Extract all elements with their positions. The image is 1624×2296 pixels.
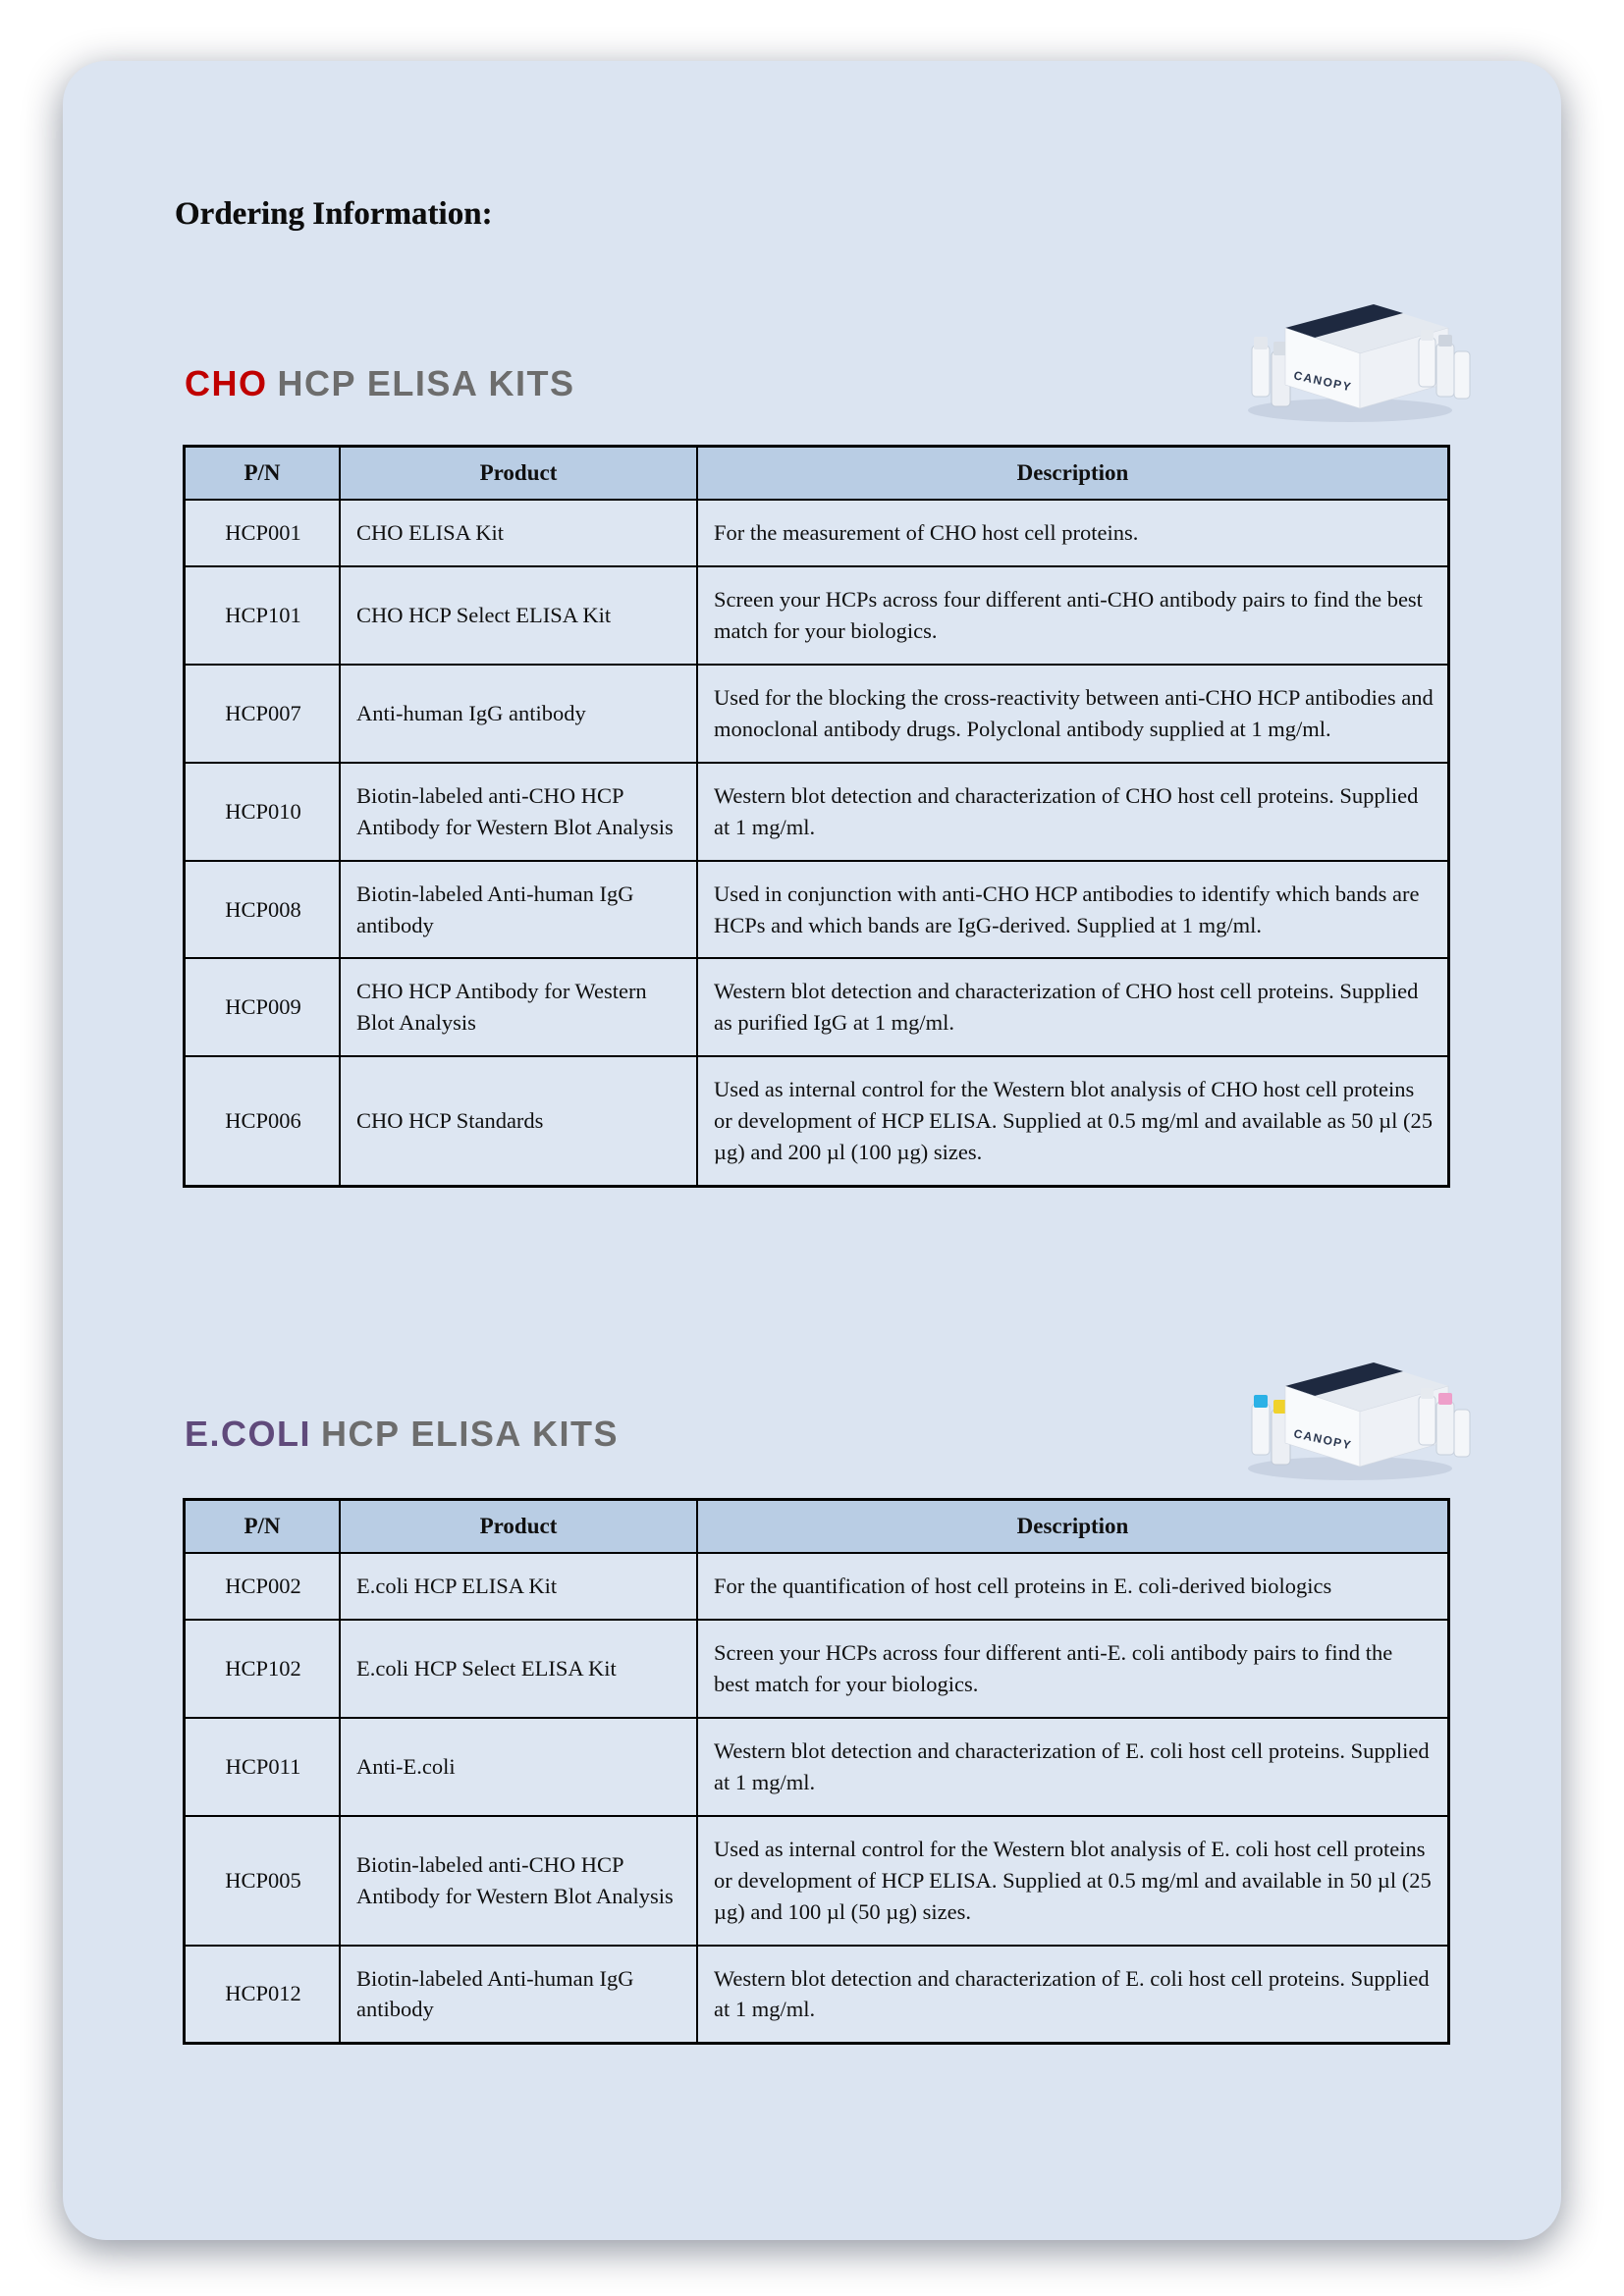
table-row xyxy=(185,500,1449,566)
kit-brand-label: CANOPY xyxy=(1292,368,1354,395)
cell-pn: HCP010 xyxy=(185,763,341,861)
cell-description: Western blot detection and characterization of CHO host cell proteins. Supplied at 1 mg/ml. xyxy=(697,763,1449,861)
content-card xyxy=(63,61,1561,2240)
section-heading-rest-cho: HCP ELISA KITS xyxy=(277,363,575,403)
cell-product: CHO HCP Antibody for Western Blot Analysis xyxy=(340,958,697,1056)
cell-product: CHO ELISA Kit xyxy=(340,500,697,566)
table-body xyxy=(185,500,1449,1187)
table-row xyxy=(185,1946,1449,2044)
table-row xyxy=(185,1620,1449,1718)
cell-description: Screen your HCPs across four different anti-CHO antibody pairs to find the best match for your biologics. xyxy=(697,566,1449,665)
reagent-vials-left xyxy=(1252,337,1290,406)
cell-pn: HCP002 xyxy=(185,1553,341,1620)
cell-pn: HCP005 xyxy=(185,1816,341,1946)
table-row xyxy=(185,1816,1449,1946)
cell-description: Used as internal control for the Western blot analysis of E. coli host cell proteins or development of HCP ELISA. Supplied at 0.5 mg/ml and available in 50 µl (25 µg) and 100 µl (50 µg) sizes. xyxy=(697,1816,1449,1946)
cell-product: E.coli HCP ELISA Kit xyxy=(340,1553,697,1620)
cell-product: CHO HCP Standards xyxy=(340,1056,697,1186)
cell-product: CHO HCP Select ELISA Kit xyxy=(340,566,697,665)
header-product: Product xyxy=(340,447,697,501)
cell-description: Used in conjunction with anti-CHO HCP antibodies to identify which bands are HCPs and which bands are IgG-derived. Supplied at 1 mg/ml. xyxy=(697,861,1449,959)
cell-pn: HCP007 xyxy=(185,665,341,763)
table-row xyxy=(185,958,1449,1056)
table-body xyxy=(185,1553,1449,2044)
cell-description: Used for the blocking the cross-reactivity between anti-CHO HCP antibodies and monoclonal antibody drugs. Polyclonal antibody supplied at 1 mg/ml. xyxy=(697,665,1449,763)
cell-product: Biotin-labeled anti-CHO HCP Antibody for Western Blot Analysis xyxy=(340,763,697,861)
section-heading-accent-ecoli: E.COLI xyxy=(185,1414,312,1454)
elisa-kit-image-ecoli xyxy=(1226,1337,1474,1486)
cell-description: Western blot detection and characterization of E. coli host cell proteins. Supplied at 1 mg/ml. xyxy=(697,1946,1449,2044)
cell-product: Anti-human IgG antibody xyxy=(340,665,697,763)
cell-pn: HCP006 xyxy=(185,1056,341,1186)
elisa-kit-image-cho xyxy=(1226,279,1474,428)
cell-pn: HCP102 xyxy=(185,1620,341,1718)
header-description: Description xyxy=(697,1500,1449,1554)
cell-description: For the quantification of host cell proteins in E. coli-derived biologics xyxy=(697,1553,1449,1620)
cho-products-table-container xyxy=(183,445,1450,1188)
page-title: Ordering Information: xyxy=(175,196,493,232)
header-pn: P/N xyxy=(185,447,341,501)
cell-product: Biotin-labeled Anti-human IgG antibody xyxy=(340,1946,697,2044)
header-product: Product xyxy=(340,1500,697,1554)
cell-pn: HCP009 xyxy=(185,958,341,1056)
cell-pn: HCP101 xyxy=(185,566,341,665)
section-heading-cho xyxy=(185,363,575,404)
table-row xyxy=(185,763,1449,861)
cell-product: E.coli HCP Select ELISA Kit xyxy=(340,1620,697,1718)
cell-product: Biotin-labeled Anti-human IgG antibody xyxy=(340,861,697,959)
cell-description: Used as internal control for the Western blot analysis of CHO host cell proteins or development of HCP ELISA. Supplied at 0.5 mg/ml and available as 50 µl (25 µg) and 200 µl (100 µg) sizes. xyxy=(697,1056,1449,1186)
cell-product: Biotin-labeled anti-CHO HCP Antibody for Western Blot Analysis xyxy=(340,1816,697,1946)
cell-pn: HCP011 xyxy=(185,1718,341,1816)
table-row xyxy=(185,665,1449,763)
cell-description: Western blot detection and characterization of E. coli host cell proteins. Supplied at 1 mg/ml. xyxy=(697,1718,1449,1816)
cell-product: Anti-E.coli xyxy=(340,1718,697,1816)
ecoli-products-table-container xyxy=(183,1498,1450,2045)
table-row xyxy=(185,1718,1449,1816)
header-description: Description xyxy=(697,447,1449,501)
table-row xyxy=(185,861,1449,959)
cell-pn: HCP012 xyxy=(185,1946,341,2044)
cho-products-table xyxy=(183,445,1450,1188)
cell-pn: HCP001 xyxy=(185,500,341,566)
table-row xyxy=(185,566,1449,665)
cell-description: Screen your HCPs across four different anti-E. coli antibody pairs to find the best match for your biologics. xyxy=(697,1620,1449,1718)
section-heading-ecoli xyxy=(185,1414,619,1455)
cell-description: For the measurement of CHO host cell proteins. xyxy=(697,500,1449,566)
table-header-row xyxy=(185,1500,1449,1554)
table-row xyxy=(185,1553,1449,1620)
section-heading-accent-cho: CHO xyxy=(185,363,268,403)
section-heading-rest-ecoli: HCP ELISA KITS xyxy=(321,1414,620,1454)
cell-description: Western blot detection and characterization of CHO host cell proteins. Supplied as purified IgG at 1 mg/ml. xyxy=(697,958,1449,1056)
table-row xyxy=(185,1056,1449,1186)
cell-pn: HCP008 xyxy=(185,861,341,959)
header-pn: P/N xyxy=(185,1500,341,1554)
table-header-row xyxy=(185,447,1449,501)
kit-brand-label: CANOPY xyxy=(1292,1426,1354,1453)
reagent-vials-left xyxy=(1252,1395,1290,1465)
ecoli-products-table xyxy=(183,1498,1450,2045)
